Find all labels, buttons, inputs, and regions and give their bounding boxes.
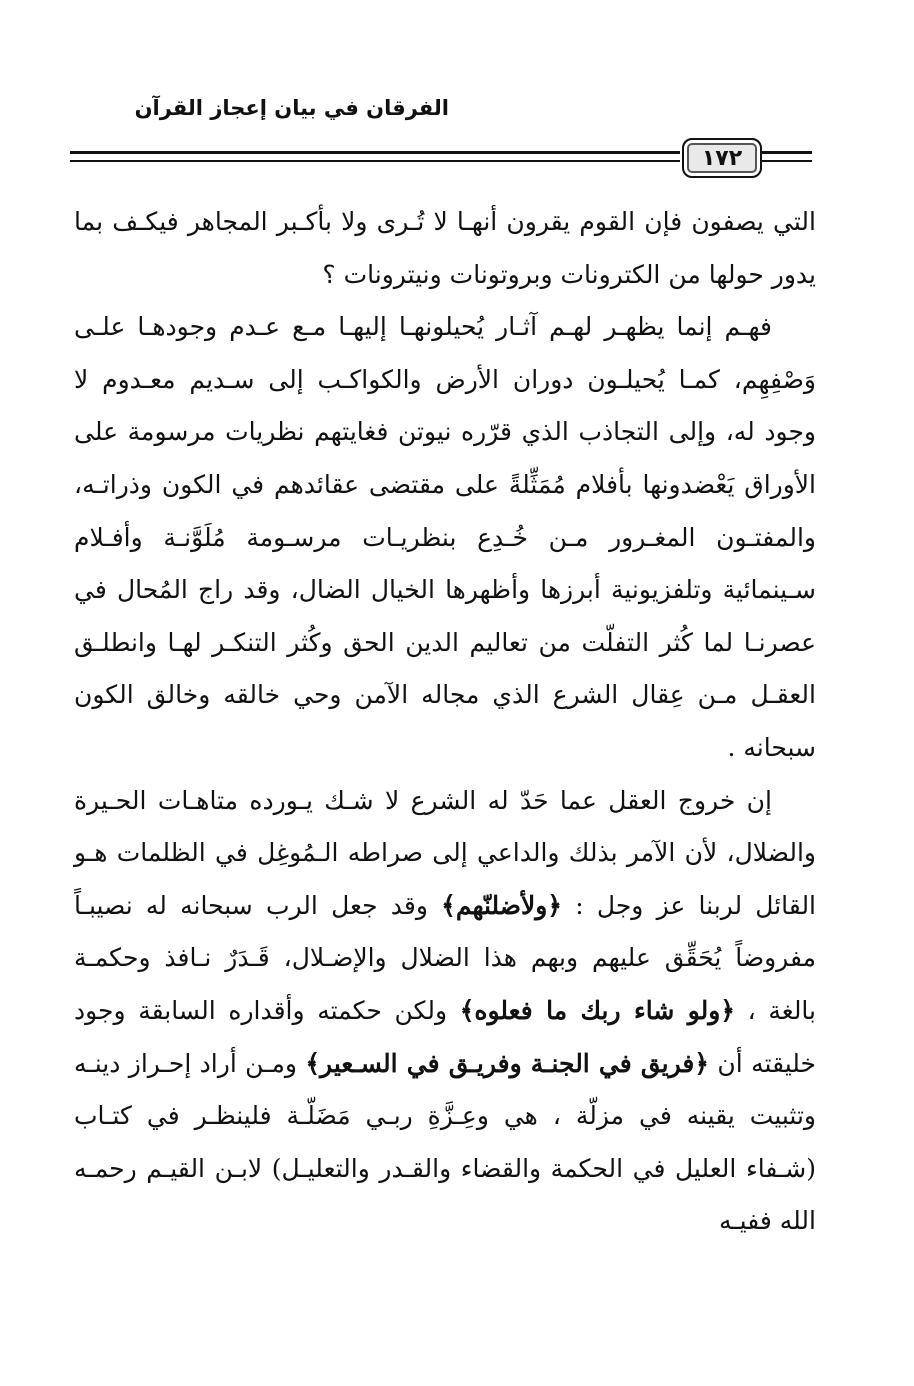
quran-quote: ﴿ولأضلنّهم﴾ — [441, 890, 563, 920]
body-text — [74, 196, 816, 1248]
paragraph-text: وقد جعل الرب سبحانه له نصيبـاً مفروضاً يُحَقِّق عليهم وبهم هذا الضلال والإضـلال، قَـدَرٌ نـافذ وحكمـة بالغة ، — [74, 890, 817, 1025]
paragraph: فهـم إنما يظهـر لهـم آثـار يُحيلونهـا إليهـا مـع عـدم وجودهـا علـى وَصْفِهِم، كمـا يُحيلـون دوران الأرض والكواكـب إلى سـديم معـدوم لا وجود له، وإلى التجاذب الذي قرّره نيوتن فغايتهم نظريات مرسومة على الأوراق يَعْضدونها بأفلام مُمَثِّلةً على مقتضى عقائدهم في الكون وذراتـه، والمفتـون المغـرور مـن خُـدِع بنظريـات مرسـومة مُلَوَّنـة وأفـلام سـينمائية وتلفزيونية أبرزها وأظهرها الخيال الضال، وقد راج المُحال في عصرنـا لما كُثر التفلّت من تعاليم الدين الحق وكُثر التنكـر لهـا وانطلـق العقـل مـن عِقال الشرع الذي مجاله الآمن وحي خالقه وخالق الكون سبحانه . — [74, 312, 816, 762]
rule-line — [760, 151, 812, 154]
rule-line — [70, 151, 680, 154]
paragraph — [74, 775, 816, 1248]
header-rule — [70, 138, 812, 184]
quran-quote: ﴿ولو شاء ربك ما فعلوه﴾ — [459, 995, 735, 1025]
rule-line — [70, 160, 680, 162]
page-number-badge — [682, 138, 762, 178]
paragraph-text: ومـن أراد إحـراز دينـه وتثبيت يقينه في مزلّة ، هي وعِـزَّةِ ربـي مَضَلّـة فلينظـر في كتـاب (شـفاء العليل في الحكمة والقضاء والقـدر والتعليـل) لابـن القيـم رحمـه الله ففيـه — [74, 1048, 816, 1236]
paragraph-text: ولكن حكمته وأقداره السابقة وجود خليقته أن — [74, 995, 816, 1078]
quran-quote: ﴿فريق في الجنـة وفريـق في السـعير﴾ — [305, 1048, 710, 1078]
paragraph: التي يصفون فإن القوم يقرون أنهـا لا تُـرى ولا بأكـبر المجاهر فيكـف بما يدور حولها من الكترونات وبروتونات ونيترونات ؟ — [74, 207, 816, 289]
page-number: ١٧٢ — [701, 145, 743, 171]
running-title: الفرقان في بيان إعجاز القرآن — [134, 96, 449, 120]
paragraph-text: إن خروج العقل عما حَدّ له الشرع لا شـك يـورده متاهـات الحـيرة والضلال، لأن الآمر بذلك والداعي إلى صراطه الـمُوغِل في الظلمات هـو القائل لربنا عز وجل : — [74, 785, 817, 920]
rule-line — [760, 160, 812, 162]
